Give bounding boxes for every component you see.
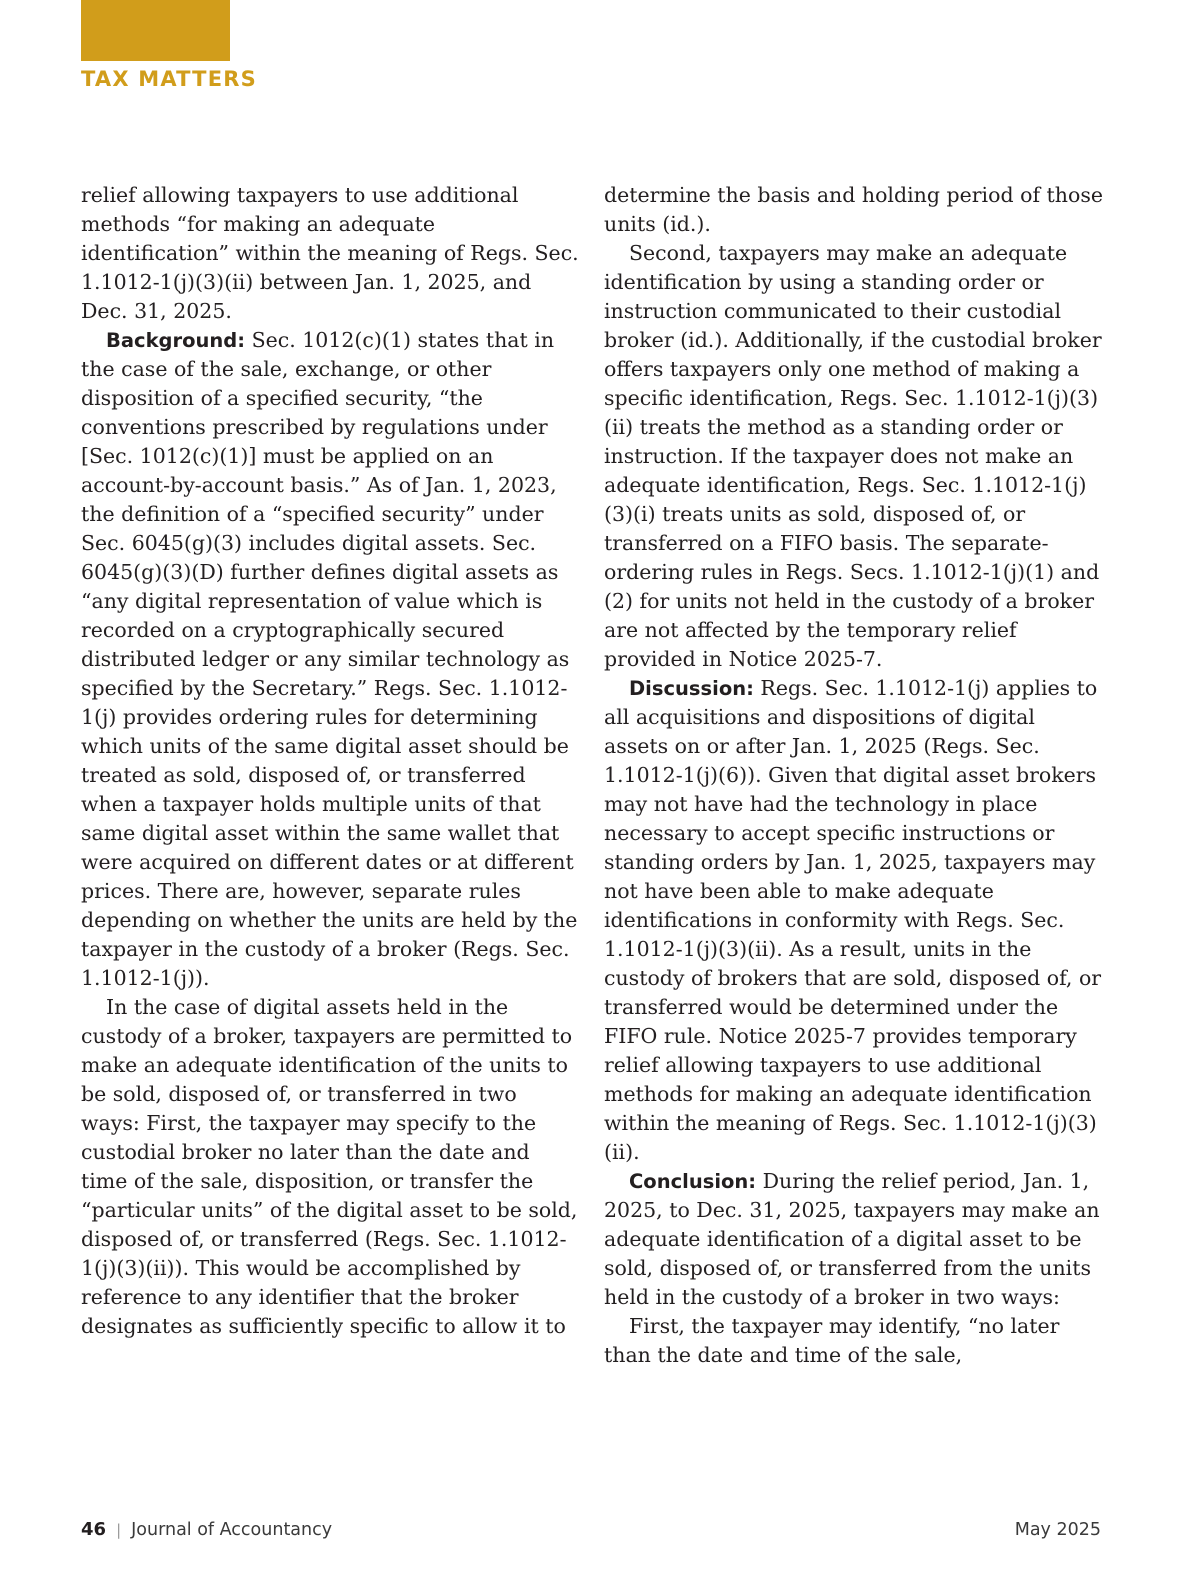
paragraph-discussion <box>604 674 1104 1167</box>
paragraph-background <box>81 326 581 993</box>
paragraph: Second, taxpayers may make an adequate identification by using a standing order or instruction communicated to their custodial broker (id.). Additionally, if the custodial broker offers taxpayers only one method of making a specific identification, Regs. Sec. 1.1012-1(j)(3)(ii) treats the method as a standing order or instruction. If the taxpayer does not make an adequate identification, Regs. Sec. 1.1012-1(j)(3)(i) treats units as sold, disposed of, or transferred on a FIFO basis. The separate-ordering rules in Regs. Secs. 1.1012-1(j)(1) and (2) for units not held in the custody of a broker are not affected by the temporary relief provided in Notice 2025-7. <box>604 241 1102 671</box>
paragraph: First, the taxpayer may identify, “no later than the date and time of the sale, <box>604 1314 1060 1367</box>
paragraph: determine the basis and holding period of those units (id.). <box>604 183 1103 236</box>
paragraph-conclusion <box>604 1167 1104 1312</box>
article-column-right <box>604 181 1104 1370</box>
issue-date: May 2025 <box>1014 1520 1101 1540</box>
section-label: TAX MATTERS <box>81 67 257 91</box>
paragraph: In the case of digital assets held in the custody of a broker, taxpayers are permitted to make an adequate identification of the units to be sold, disposed of, or transferred in two ways: First, the taxpayer may specify to the custodial broker no later than the date and time of the sale, disposition, or transfer the “particular units” of the digital asset to be sold, disposed of, or transferred (Regs. Sec. 1.1012-1(j)(3)(ii)). This would be accomplished by reference to any identifier that the broker designates as sufficiently specific to allow it to <box>81 995 578 1338</box>
paragraph-lead: Background: <box>106 329 246 352</box>
section-color-bar <box>81 0 230 61</box>
paragraph-body: Regs. Sec. 1.1012-1(j) applies to all acquisitions and dispositions of digital assets on or after Jan. 1, 2025 (Regs. Sec. 1.1012-1(j)(6)). Given that digital asset brokers may not have had the technology in place necessary to accept specific instructions or standing orders by Jan. 1, 2025, taxpayers may not have been able to make adequate identifications in conformity with Regs. Sec. 1.1012-1(j)(3)(ii). As a result, units in the custody of brokers that are sold, disposed of, or transferred would be determined under the FIFO rule. Notice 2025-7 provides temporary relief allowing taxpayers to use additional methods for making an adequate identification within the meaning of Regs. Sec. 1.1012-1(j)(3)(ii). <box>604 676 1102 1164</box>
paragraph-lead: Conclusion: <box>629 1170 757 1193</box>
page-footer <box>81 1517 1101 1543</box>
article-column-left <box>81 181 581 1341</box>
journal-name: Journal of Accountancy <box>131 1520 333 1540</box>
paragraph-body: During the relief period, Jan. 1, 2025, to Dec. 31, 2025, taxpayers may make an adequate identification of a digital asset to be sold, disposed of, or transferred from the units held in the custody of a broker in two ways: <box>604 1169 1100 1309</box>
footer-separator: | <box>116 1521 122 1539</box>
paragraph: relief allowing taxpayers to use additional methods “for making an adequate identification” within the meaning of Regs. Sec. 1.1012-1(j)(3)(ii) between Jan. 1, 2025, and Dec. 31, 2025. <box>81 183 579 323</box>
paragraph-lead: Discussion: <box>629 677 754 700</box>
page-number: 46 <box>81 1519 107 1540</box>
paragraph-body: Sec. 1012(c)(1) states that in the case of the sale, exchange, or other disposition of a specified security, “the conventions prescribed by regulations under [Sec. 1012(c)(1)] must be applied on an account-by-account basis.” As of Jan. 1, 2023, the definition of a “specified security” under Sec. 6045(g)(3) includes digital assets. Sec. 6045(g)(3)(D) further defines digital assets as “any digital representation of value which is recorded on a cryptographically secured distributed ledger or any similar technology as specified by the Secretary.” Regs. Sec. 1.1012-1(j) provides ordering rules for determining which units of the same digital asset should be treated as sold, disposed of, or transferred when a taxpayer holds multiple units of that same digital asset within the same wallet that were acquired on different dates or at different prices. There are, however, separate rules depending on whether the units are held by the taxpayer in the custody of a broker (Regs. Sec. 1.1012-1(j)). <box>81 328 578 990</box>
